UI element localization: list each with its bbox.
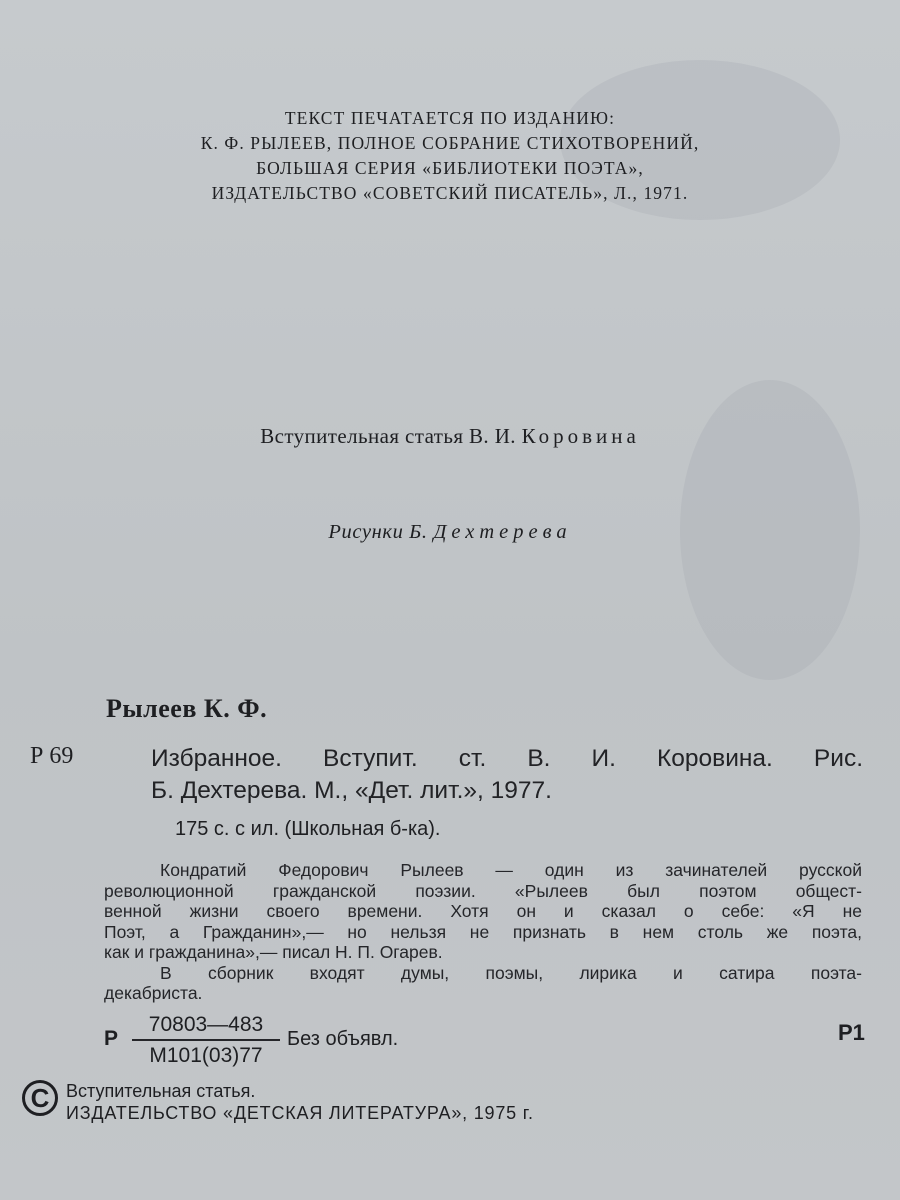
index-letter: Р xyxy=(104,1027,119,1050)
copyright-notice xyxy=(66,1080,534,1124)
annotation-line: В сборник входят думы, поэмы, лирика и сатира поэта- xyxy=(160,962,862,983)
catalog-annotation xyxy=(104,860,862,1004)
catalog-title-line-1: Избранное. Вступит. ст. В. И. Коровина. Рис. xyxy=(151,745,863,772)
source-note-line: К. Ф. РЫЛЕЕВ, ПОЛНОЕ СОБРАНИЕ СТИХОТВОРЕНИЙ, xyxy=(200,133,700,153)
copyright-line-2: ИЗДАТЕЛЬСТВО «ДЕТСКАЯ ЛИТЕРАТУРА», 1975 г. xyxy=(66,1103,534,1123)
catalog-title-line-2: Б. Дехтерева. М., «Дет. лит.», 1977. xyxy=(151,777,552,804)
source-note-line: ТЕКСТ ПЕЧАТАЕТСЯ ПО ИЗДАНИЮ: xyxy=(284,108,616,128)
copyright-line-1: Вступительная статья. xyxy=(66,1081,256,1101)
catalog-fraction xyxy=(132,1012,280,1069)
annotation-line: Кондратий Федорович Рылеев — один из зачинателей русской xyxy=(160,860,862,880)
fraction-numerator: 70803—483 xyxy=(148,1013,264,1036)
source-edition-note xyxy=(0,106,900,206)
annotation-line: Поэт, а Гражданин»,— но нельзя не признать в нем столь же поэта, xyxy=(104,921,862,942)
annotation-line: как и гражданина»,— писал Н. П. Огарев. xyxy=(104,942,443,962)
catalog-author: Рылеев К. Ф. xyxy=(106,694,268,723)
source-note-line: ИЗДАТЕЛЬСТВО «СОВЕТСКИЙ ПИСАТЕЛЬ», Л., 1971. xyxy=(211,183,689,203)
intro-credit-prefix: Вступительная статья В. И. xyxy=(260,424,516,448)
annotation-line: революционной гражданской поэзии. «Рылеев был поэтом общест- xyxy=(104,880,862,901)
no-announcement-note: Без объявл. xyxy=(287,1028,399,1050)
illustrations-credit xyxy=(0,521,900,544)
copyright-icon: C xyxy=(22,1080,58,1116)
annotation-line: декабриста. xyxy=(104,983,203,1003)
right-catalog-code: Р1 xyxy=(838,1020,865,1045)
catalog-pages: 175 с. с ил. (Школьная б-ка). xyxy=(175,818,441,840)
fraction-denominator: М101(03)77 xyxy=(149,1044,263,1067)
fraction-bar xyxy=(132,1039,280,1041)
illus-credit-name: Дехтерева xyxy=(433,521,572,543)
introduction-credit xyxy=(0,424,900,449)
catalog-code: Р 69 xyxy=(30,743,74,769)
annotation-line: венной жизни своего времени. Хотя он и сказал о себе: «Я не xyxy=(104,901,862,921)
intro-credit-name: Коровина xyxy=(521,424,640,448)
illus-credit-prefix: Рисунки Б. xyxy=(328,521,428,543)
source-note-line: БОЛЬШАЯ СЕРИЯ «БИБЛИОТЕКИ ПОЭТА», xyxy=(256,158,644,178)
